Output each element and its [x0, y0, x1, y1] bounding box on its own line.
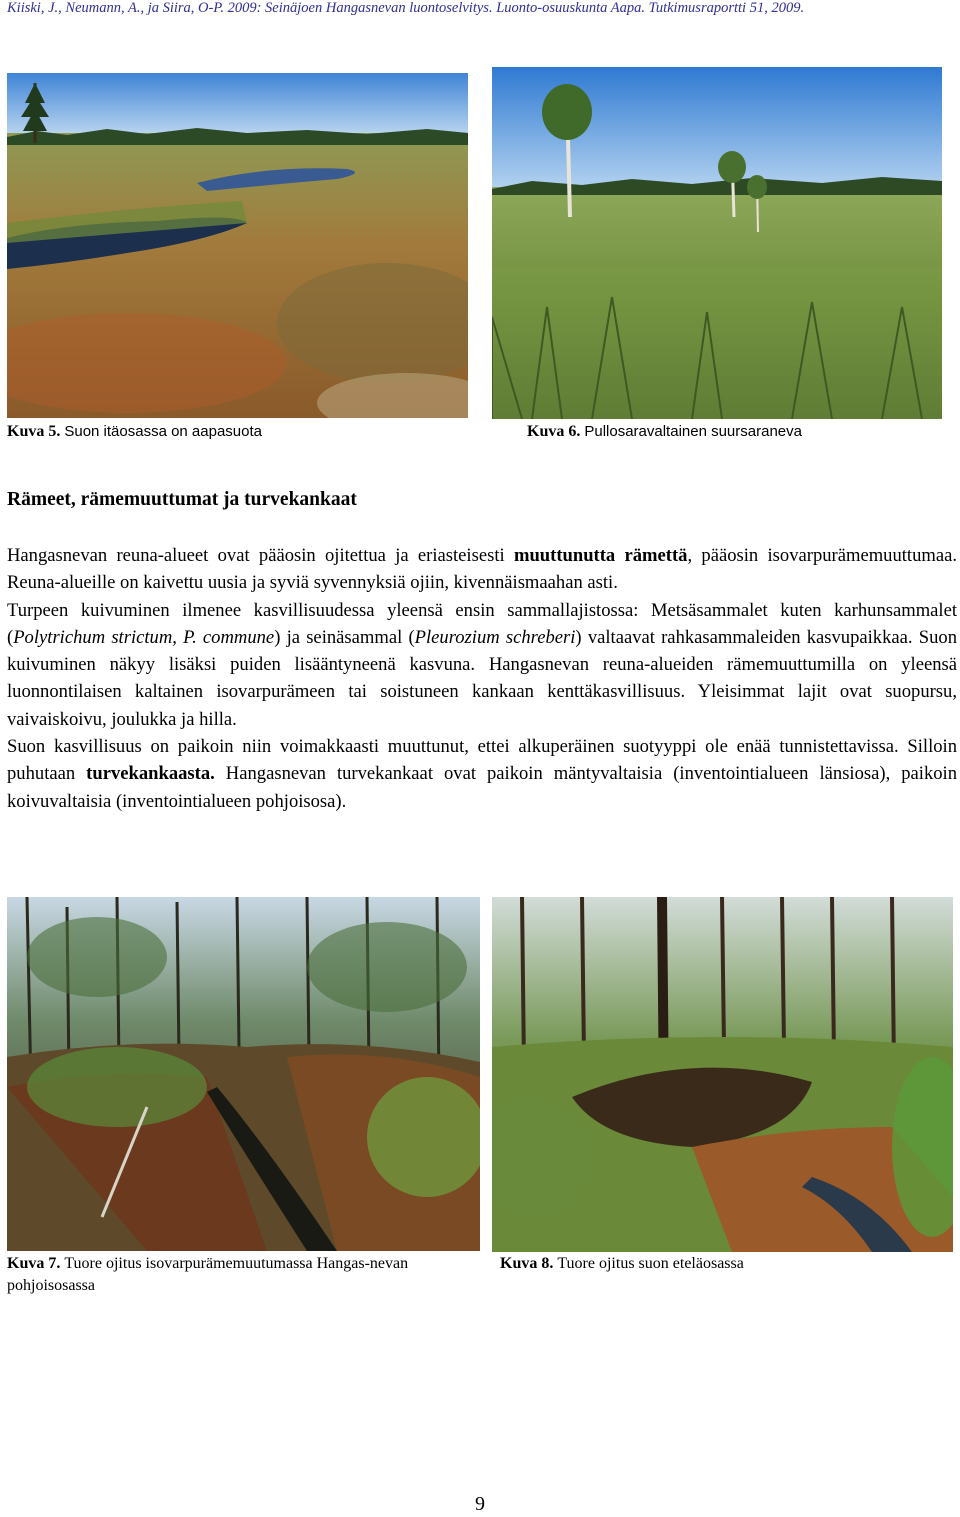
caption-label: Kuva 7. [7, 1255, 61, 1272]
photo-kuva-8 [492, 897, 953, 1252]
photo-kuva-5 [7, 73, 468, 418]
paragraph: Suon kasvillisuus on paikoin niin voimakkaasti muuttunut, ettei alkuperäinen suotyyppi ole enää tunnistettavissa. Silloin puhutaan turvekankaasta. Hangasnevan turvekankaat ovat paikoin mäntyvaltaisia (inventointialueen länsiosa), paikoin koivuvaltaisia (inventointialueen pohjoisosa). [7, 736, 958, 812]
caption-text: Tuore ojitus isovarpurämemuutumassa Hangas-nevan pohjoisosassa [7, 1255, 409, 1294]
section-heading: Rämeet, rämemuuttumat ja turvekankaat [7, 489, 357, 510]
body-text [7, 542, 957, 815]
caption-label: Kuva 5. [7, 423, 61, 440]
photo-kuva-6 [492, 67, 942, 419]
caption-kuva-7 [7, 1253, 477, 1297]
caption-kuva-6 [527, 421, 802, 443]
caption-kuva-8 [500, 1253, 950, 1275]
paragraph: Hangasnevan reuna-alueet ovat pääosin ojitettua ja eriasteisesti muuttunutta rämettä, pääosin isovarpurämemuuttumaa. Reuna-alueille on kaivettu uusia ja syviä syvennyksiä ojiin, kivennäismaahan asti. [7, 545, 958, 594]
photo-kuva-7 [7, 897, 480, 1251]
caption-text: Suon itäosassa on aapasuota [64, 423, 262, 440]
page-number: 9 [475, 1493, 485, 1515]
caption-text: Pullosaravaltainen suursaraneva [584, 423, 802, 440]
caption-label: Kuva 6. [527, 423, 581, 440]
caption-kuva-5 [7, 421, 262, 443]
caption-text: Tuore ojitus suon eteläosassa [557, 1255, 744, 1272]
paragraph: Turpeen kuivuminen ilmenee kasvillisuudessa yleensä ensin sammallajistossa: Metsäsammalet kuten karhunsammalet (Polytrichum strictum, P. commune) ja seinäsammal (Pleurozium schreberi) valtaavat rahkasammaleiden kasvupaikkaa. Suon kuivuminen näkyy lisäksi puiden lisääntyneenä kasvuna. Hangasnevan reuna-alueiden rämemuuttumilla on yleensä luonnontilaisen kaltainen isovarpurämeen tai soistuneen kankaan kenttäkasvillisuus. Yleisimmat lajit ovat suopursu, vaivaiskoivu, joulukka ja hilla. [7, 599, 957, 730]
running-header: Kiiski, J., Neumann, A., ja Siira, O-P. 2009: Seinäjoen Hangasnevan luontoselvitys. Luonto-osuuskunta Aapa. Tutkimusraportti 51, 2009. [7, 0, 805, 16]
caption-label: Kuva 8. [500, 1255, 554, 1272]
